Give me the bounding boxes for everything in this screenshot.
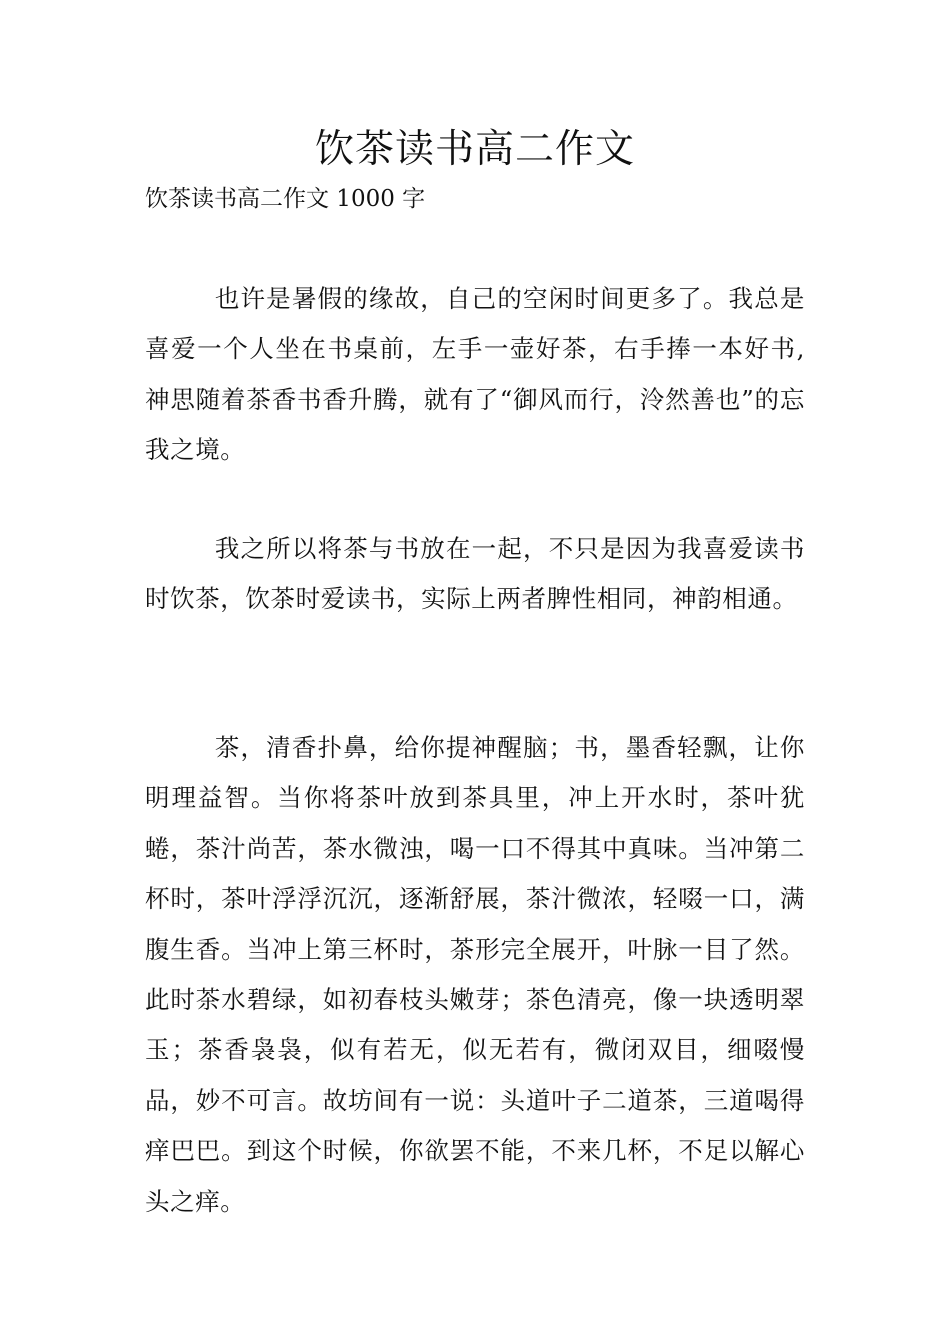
- paragraph-3: 茶，清香扑鼻，给你提神醒脑；书，墨香轻飘，让你明理益智。当你将茶叶放到茶具里，冲上开水时，茶叶犹蜷，茶汁尚苦，茶水微浊，喝一口不得其中真味。当冲第二杯时，茶叶浮浮沉沉，逐渐舒展，茶汁微浓，轻啜一口，满腹生香。当冲上第三杯时，茶形完全展开，叶脉一目了然。此时茶水碧绿，如初春枝头嫩芽；茶色清亮，像一块透明翠玉；茶香袅袅，似有若无，似无若有，微闭双目，细啜慢品，妙不可言。故坊间有一说：头道叶子二道茶，三道喝得痒巴巴。到这个时候，你欲罢不能，不来几杯，不足以解心头之痒。: [145, 733, 805, 1216]
- paragraph-2: 我之所以将茶与书放在一起，不只是因为我喜爱读书时饮茶，饮茶时爱读书，实际上两者脾性相同，神韵相通。: [145, 534, 805, 614]
- page-subtitle: 饮茶读书高二作文 1000 字: [145, 186, 426, 212]
- paragraph-1: 也许是暑假的缘故，自己的空闲时间更多了。我总是喜爱一个人坐在书桌前，左手一壶好茶，右手捧一本好书,神思随着茶香书香升腾，就有了“御风而行，泠然善也”的忘我之境。: [145, 284, 805, 465]
- page-title: 饮茶读书高二作文: [314, 127, 635, 172]
